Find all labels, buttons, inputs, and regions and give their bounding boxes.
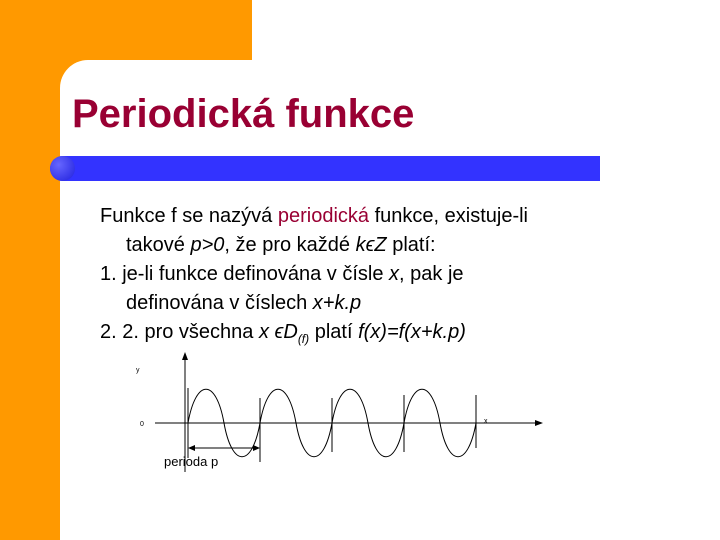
origin-label: 0 [140, 421, 144, 428]
definition-line-3: 1. je-li funkce definována v čísle x, pak je [100, 263, 464, 285]
x-axis-label: x [484, 418, 488, 425]
definition-line-4: definována v číslech x+k.p [126, 292, 362, 314]
period-label: perioda p [164, 454, 219, 469]
slide-title: Periodická funkce [72, 92, 415, 136]
y-axis-arrow [182, 352, 188, 360]
x-axis-arrow [535, 420, 543, 426]
definition-line-2: takové p>0, že pro každé kϵZ platí: [126, 234, 436, 256]
y-axis-label: y [136, 367, 140, 374]
highlighted-term: periodická [277, 205, 370, 227]
period-arrow-right [253, 445, 260, 451]
definition-line-1: Funkce f se nazývá periodická funkce, existuje-li [100, 205, 529, 227]
definition-line-5: 2. 2. pro všechna x $\epsilon D_{(f)}$ platí f(x)=f(x+k.p) [100, 321, 466, 346]
period-arrow-left [188, 445, 195, 451]
